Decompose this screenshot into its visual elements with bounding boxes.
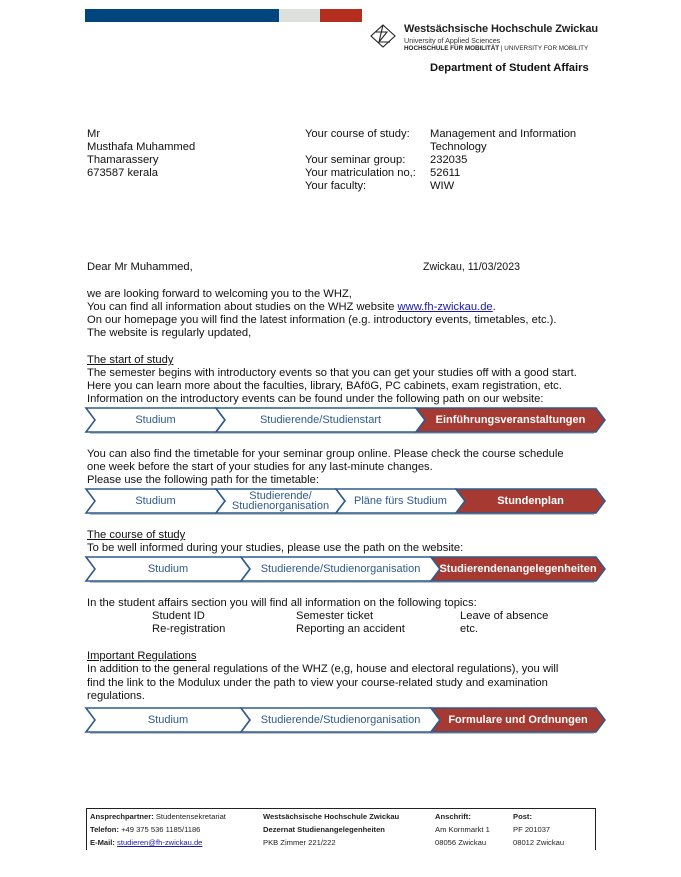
regulations-heading: Important Regulations: [87, 650, 197, 662]
phone-label: Telefon:: [90, 825, 119, 834]
website-link[interactable]: www.fh-zwickau.de: [397, 301, 493, 313]
regulations-line-1: In addition to the general regulations of the WHZ (e,g, house and electoral regulations), you will: [87, 663, 559, 675]
university-tagline: [404, 45, 588, 52]
path-course: [86, 557, 596, 583]
intro-line-2-text: You can find all information about studies on the WHZ website: [87, 301, 398, 313]
seminar-group-label: Your seminar group:: [305, 154, 406, 166]
topic-student-id: Student ID: [152, 610, 205, 622]
breadcrumb-item[interactable]: Studium: [135, 495, 176, 507]
footer-post-label: [513, 812, 532, 821]
brand-bar-grey: [279, 9, 320, 22]
path-intro-events: [86, 408, 596, 434]
start-line-1: The semester begins with introductory events so that you can get your studies off with a good start.: [87, 367, 577, 379]
topic-re-registration: Re-registration: [152, 623, 226, 635]
footer-contact-box: [86, 808, 596, 850]
topic-etc: etc.: [460, 623, 479, 635]
footer-contact: [90, 812, 226, 821]
start-line-2: Here you can learn more about the faculties, library, BAföG, PC cabinets, exam registration, etc.: [87, 380, 562, 392]
breadcrumb-item-line: Studienorganisation: [231, 500, 330, 512]
recipient-salutation: Mr: [87, 128, 101, 140]
course-line-1: To be well informed during your studies, please use the path on the website:: [87, 542, 464, 554]
breadcrumb-item[interactable]: Studierende/Studienstart: [259, 414, 382, 426]
course-label: Your course of study:: [305, 128, 410, 140]
breadcrumb-item[interactable]: Einführungsveranstaltungen: [435, 414, 586, 426]
university-logo-icon: [370, 24, 396, 48]
brand-bar-red: [320, 9, 362, 22]
course-value-cont: Technology: [430, 141, 487, 153]
footer-address-2: 08056 Zwickau: [435, 838, 487, 847]
org-name: Westsächsische Hochschule Zwickau: [263, 812, 400, 821]
breadcrumb-item[interactable]: Studium: [147, 714, 189, 726]
email-label: E-Mail:: [90, 838, 115, 847]
start-line-3: Information on the introductory events can be found under the following path on our website:: [87, 393, 544, 405]
org-department: Dezernat Studienangelegenheiten: [263, 825, 385, 834]
footer-org-2: [263, 825, 385, 834]
department-title: Department of Student Affairs: [430, 62, 589, 74]
footer-address-label: [435, 812, 471, 821]
university-subtitle: University of Applied Sciences: [404, 36, 501, 45]
email-link[interactable]: studieren@fh-zwickau.de: [117, 838, 203, 847]
breadcrumb-item[interactable]: Formulare und Ordnungen: [448, 714, 588, 726]
topic-semester-ticket: Semester ticket: [296, 610, 374, 622]
breadcrumb-item[interactable]: Studierende/Studienorganisation: [260, 563, 421, 575]
university-name: Westsächsische Hochschule Zwickau: [404, 23, 598, 35]
footer-org-1: [263, 812, 399, 821]
faculty-label: Your faculty:: [305, 180, 367, 192]
address-label: Anschrift:: [435, 812, 471, 821]
intro-line-2: [87, 301, 496, 314]
intro-line-2-end: .: [492, 301, 496, 313]
recipient-city: Thamarassery: [87, 154, 159, 166]
post-label: Post:: [513, 812, 532, 821]
start-heading: The start of study: [87, 354, 174, 366]
path-timetable: [86, 489, 596, 515]
intro-line-3: On our homepage you will find the latest information (e.g. introductory events, timetables, etc.).: [87, 314, 557, 326]
breadcrumb-item[interactable]: Studium: [147, 563, 189, 575]
breadcrumb-item[interactable]: Studierende/Studienorganisation: [260, 714, 421, 726]
regulations-line-2: find the link to the Modulux under the path to view your course-related study and examination: [87, 677, 548, 689]
intro-line-4: The website is regularly updated,: [87, 327, 252, 339]
breadcrumb-item[interactable]: Studium: [135, 414, 176, 426]
course-value: Management and Information: [430, 128, 577, 140]
phone-value: +49 375 536 1185/1186: [118, 825, 201, 834]
matriculation-label: Your matriculation no,:: [305, 167, 416, 179]
course-heading: The course of study: [87, 529, 186, 541]
seminar-group-value: 232035: [430, 154, 468, 166]
timetable-line-3: Please use the following path for the timetable:: [87, 474, 319, 486]
breadcrumb-item[interactable]: Studierendenangelegenheiten: [439, 563, 597, 575]
topic-leave-of-absence: Leave of absence: [460, 610, 549, 622]
topic-reporting-accident: Reporting an accident: [296, 623, 405, 635]
tagline-rest: | UNIVERSITY FOR MOBILITY: [499, 45, 589, 52]
footer-org-3: PKB Zimmer 221/222: [263, 838, 336, 847]
faculty-value: WIW: [430, 180, 455, 192]
recipient-name: Musthafa Muhammed: [87, 141, 196, 153]
footer-address-1: Am Kornmarkt 1: [435, 825, 490, 834]
tagline-bold: HOCHSCHULE FÜR MOBILITÄT: [404, 45, 500, 52]
breadcrumb-item[interactable]: Stundenplan: [497, 495, 564, 507]
footer-email: [90, 838, 202, 847]
contact-label: Ansprechpartner:: [90, 812, 154, 821]
footer-phone: [90, 825, 200, 834]
footer-post-1: PF 201037: [513, 825, 551, 834]
path-regulations: [86, 708, 596, 734]
breadcrumb-item[interactable]: Pläne fürs Studium: [354, 495, 447, 507]
footer-post-2: 08012 Zwickau: [513, 838, 565, 847]
breadcrumb-item-line: Studierende/: [249, 490, 312, 502]
timetable-line-2: one week before the start of your studies for any last-minute changes.: [87, 461, 433, 473]
place-date: Zwickau, 11/03/2023: [423, 261, 520, 273]
greeting: Dear Mr Muhammed,: [87, 261, 193, 273]
matriculation-value: 52611: [430, 167, 461, 179]
brand-bar-blue: [85, 9, 279, 22]
breadcrumb-item[interactable]: [225, 489, 336, 513]
contact-value: Studentensekretariat: [153, 812, 226, 821]
timetable-line-1: You can also find the timetable for your seminar group online. Please check the course schedule: [87, 448, 564, 460]
regulations-line-3: regulations.: [87, 690, 145, 702]
intro-line-1: we are looking forward to welcoming you to the WHZ,: [87, 288, 352, 300]
topics-intro: In the student affairs section you will find all information on the following topics:: [87, 597, 477, 609]
recipient-postal: 673587 kerala: [87, 167, 158, 179]
